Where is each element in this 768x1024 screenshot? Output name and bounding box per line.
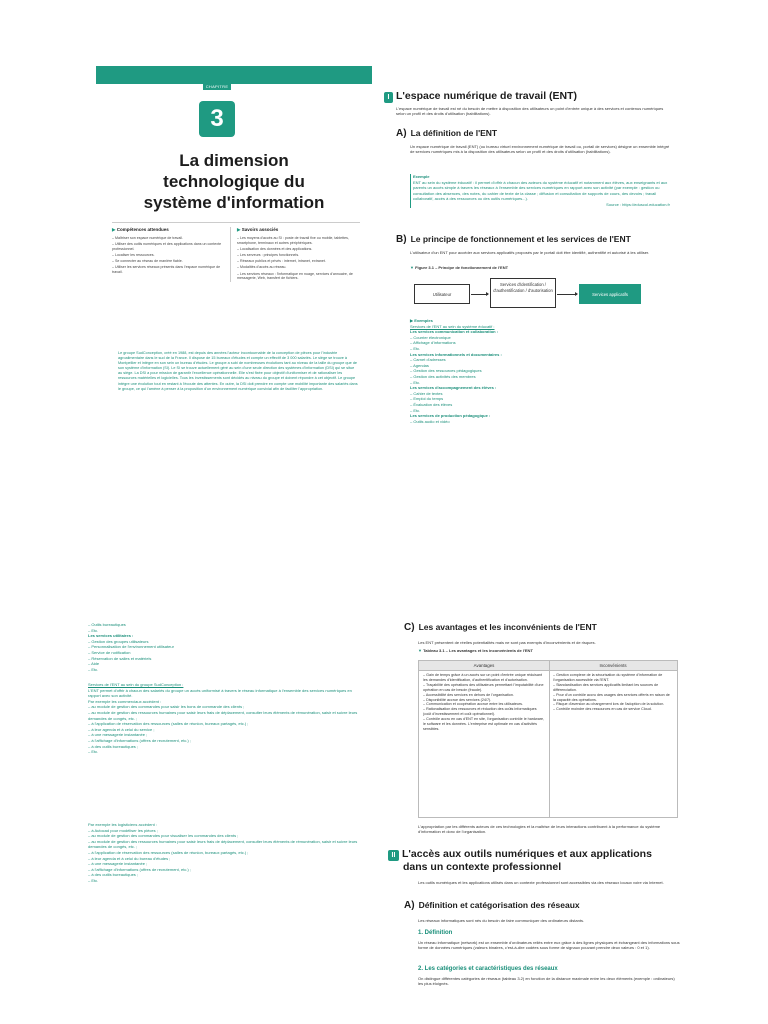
chapter-title-line: système d'information (143, 193, 325, 212)
examples-line: Les services informationnels et documentaires : (410, 351, 502, 357)
list-line: – au module de gestion des ressources humaines pour saisir leurs frais de déplacement, consulter leurs éléments de rémunération, saisir et suivre leurs demandes de congés, etc. ; (88, 709, 358, 721)
list-item: – Se connecter au réseau de manière fiable. (112, 259, 183, 264)
section-intro: L'espace numérique de travail est né du besoin de mettre à disposition des utilisateurs un point d'entrée unique à des services et contenus numériques selon un profil et des droits d'utilisation (habilitations). (396, 106, 664, 117)
triangle-icon: ▶ (112, 227, 117, 232)
list-line: – à une messagerie instantanée ; (88, 861, 148, 867)
list-line: – Etc. (88, 877, 99, 883)
examples-line: – Carnet d'adresses (410, 357, 446, 363)
table-caption: ▼ Tableau 3.1 – Les avantages et les inconvénients de l'ENT (418, 648, 533, 653)
advantages-table (418, 660, 678, 818)
chapter-color-band (96, 66, 372, 84)
section-1-heading (384, 90, 674, 103)
list-line: Par exemple les commerciaux accèdent : (88, 698, 162, 704)
arrow-right-icon (557, 294, 577, 295)
chapter-number: 3 (199, 101, 235, 137)
subsection-c-heading: C) Les avantages et les inconvénients de l'ENT (404, 622, 597, 633)
list-item: – Réseaux publics et privés : internet, intranet, extranet. (237, 259, 326, 264)
table-header-advantages: Avantages (419, 661, 549, 671)
list-item: – Utiliser des outils numériques et des applications dans un contexte professionnel. (112, 242, 222, 251)
list-line: – à des outils bureautiques ; (88, 743, 139, 749)
section-2-heading (388, 848, 680, 873)
savoirs-heading: ▶ Savoirs associés (237, 227, 279, 232)
list-line: – à des outils bureautiques ; (88, 872, 139, 878)
table-cell: – Pour d'un contrôle accru des usages des services offerts en raison de la capacité des opérations. (553, 692, 670, 702)
examples-block (410, 318, 670, 424)
table-cell: – Disponibilité accrue des services (24/7). (423, 697, 492, 702)
list-line: – à l'application de réservation des ressources (salles de réunion, bureaux partagés, etc.) ; (88, 849, 249, 855)
section-number: I (384, 92, 393, 103)
ent-principle-figure (414, 278, 670, 310)
subsection-b-heading: B) Le principe de fonctionnement et les services de l'ENT (396, 234, 631, 245)
subsection-c-conclusion: L'appropriation par les différents acteurs de ces technologies et la maîtrise de leurs interactions contribuent à la performance du système d'information et donc de l'organisation. (418, 824, 661, 835)
list-line: – Aide (88, 661, 100, 667)
table-cell: – Standardisation des services applicatifs limitant les sources de différenciation. (553, 682, 659, 692)
examples-line: – Courrier électronique (410, 334, 451, 340)
examples-line: – Agendas (410, 362, 429, 368)
example-box (410, 174, 670, 208)
list-item: – Les moyens d'accès au SI : poste de travail fixe ou mobile, tablettes, smartphone, terminaux et autres périphériques. (237, 236, 349, 245)
examples-line: – Cahier de textes (410, 390, 443, 396)
list-line: – à l'affichage d'informations (offres de recrutement, etc.) ; (88, 737, 191, 743)
subsection-a-text: Un espace numérique de travail (ENT) (ou bureau virtuel environnement numérique de travail ou, portail de services) désigne un ensemble intégré de services numériques mis à la disposition des utilisateurs selon un profil et des droits d'utilisation (habilitations). (410, 144, 670, 155)
list-line: – Service de notification (88, 649, 131, 655)
example-label: Exemple (413, 174, 430, 179)
example-source: Source : https://eduscol.education.fr (606, 201, 670, 207)
examples-line: Services de l'ENT au sein du système éducatif : (410, 323, 495, 329)
examples-line: – Gestion des activités des membres (410, 373, 476, 379)
list-item: – Localisation des données et des applications. (237, 246, 313, 251)
sudconception-logisticiens-block (88, 822, 358, 884)
list-line: – au module de gestion des commandes pour saisir les bons de commande des clients ; (88, 704, 245, 710)
triangle-icon: ▼ (410, 265, 416, 270)
list-item: – Localiser les ressources. (112, 252, 155, 257)
list-item: – Les services réseaux : l'informatique en nuage, services d'annuaire, de messagerie, Web, transfert de fichiers. (237, 271, 353, 281)
competences-box (112, 227, 224, 276)
list-line: Par exemple les logisticiens accèdent : (88, 822, 157, 827)
table-header-disadvantages: Inconvénients (549, 661, 677, 671)
table-cell: – Risque d'aversion au changement lors de l'adoption de la solution. (553, 702, 665, 707)
definition-text: Un réseau informatique (network) est un ensemble d'ordinateurs reliés entre eux grâce à des lignes physiques et échangeant des informations sous forme de données numériques (valeurs binaires, c'est-à-dire codées sous forme de signaux pouvant prendre deux valeurs : 0 et 1). (418, 940, 680, 951)
examples-line: – Emploi du temps (410, 396, 444, 402)
chapter-title-line: La dimension (179, 151, 289, 170)
table-cell: – Accessibilité des services en dehors de l'organisation. (423, 692, 514, 697)
chapter-title-line: technologique du (163, 172, 305, 191)
examples-line: – Etc. (410, 407, 421, 413)
list-item: – Les serveurs : principes fonctionnels. (237, 252, 300, 257)
competences-list (112, 236, 224, 275)
examples-line: Les services communication et collaboration : (410, 329, 499, 335)
ent-advantages-page (384, 618, 680, 1018)
examples-line: – Etc. (410, 345, 421, 351)
objectives-panel (112, 222, 360, 334)
table-cell: – Rationalisation des ressources et réduction des coûts informatiques (coût d'investissement et coût opérationnel). (423, 707, 537, 717)
triangle-icon: ▶ (237, 227, 242, 232)
list-line: – Etc. (88, 666, 99, 672)
list-item: – Modalités d'accès au réseau. (237, 265, 287, 270)
list-line: Services de l'ENT au sein du groupe SudConception : (88, 682, 184, 687)
examples-line: – Gestion des ressources pédagogiques (410, 368, 482, 374)
examples-label: ▶ Exemples (410, 318, 433, 323)
heading-categories: 2. Les catégories et caractéristiques des réseaux (418, 966, 558, 972)
list-line: – au module de gestion des ressources humaines pour saisir leurs frais de déplacement, consulter leurs éléments de rémunération, saisir et suivre leurs demandes de congés, etc. ; (88, 838, 358, 850)
list-line: – Gestion des groupes utilisateurs (88, 638, 149, 644)
section-number: II (388, 850, 399, 861)
table-cell: – Traçabilité des opérations des utilisateurs permettant l'imputabilité d'une opération en cas de besoin (fraude). (423, 682, 544, 692)
triangle-icon: ▶ (410, 318, 415, 323)
utility-services-list (88, 622, 358, 672)
examples-line: – Évaluation des élèves (410, 401, 453, 407)
list-line: – au module de gestion des commandes pour visualiser les commandes des clients ; (88, 833, 239, 839)
table-cell: – Gestion complexe de la sécurisation du système d'information de l'organisation accessible via l'ENT. (553, 673, 663, 682)
subsection-b-text: L'utilisateur d'un ENT pour accéder aux services applicatifs proposés par le portail doit être identifié, authentifié et autorisé à les utiliser. (410, 250, 650, 255)
list-line: – à une messagerie instantanée ; (88, 732, 148, 738)
ent-examples-continued-page (88, 622, 358, 922)
chapter-intro: Le groupe SudConception, créé en 1988, est depuis des années l'acteur incontournable de la conception de pièces pour l'industrie agroalimentaire dans le sud de la France. Il dispose de 15 bureaux d'études et compte un effectif de 3 000 salariés. Le siège se trouve à Montpellier et intègre en son sein un bureau d'études. Le groupe a subi de nombreuses évolutions tant au niveau de la taille du groupe que de son système d'information (SI). Le SI se trouve actuellement géré au sein d'une seule direction des systèmes d'information (DSI) qui se situe au siège. La DSI a pour mission de garantir l'excellence opérationnelle. Elle s'est fixée pour objectif d'uniformiser et de rationaliser les ressources matérielles et logicielles. Tous les investissements sont décidés au niveau du groupe et doivent répondre à cet objectif. Le groupe intègre une évolution tout en restant à l'écoute des attentes. En outre, la DSI doit prendre en compte une mobilité importante des salariés dans le groupe, ce qui l'amène à penser à la proposition d'un environnement numérique convivial afin de faciliter l'appropriation. (118, 351, 358, 391)
arrow-right-icon (471, 294, 488, 295)
section-title-line: L'accès aux outils numériques et aux applications (402, 848, 652, 860)
figure-caption: ▼ Figure 3.1 – Principe de fonctionnement de l'ENT (410, 265, 509, 270)
advantages-column (423, 673, 545, 732)
savoirs-box (230, 227, 356, 282)
chapter-tag: CHAPITRE (203, 84, 231, 90)
section-title-line: dans un contexte professionnel (403, 861, 562, 874)
ent-definition-page (384, 90, 674, 470)
list-line: – Réservation de salles et matériels (88, 655, 152, 661)
table-cell: – Gain de temps grâce à un accès sur un point d'entrée unique réduisant les demandes d'identification, d'authentification et d'autorisation. (423, 673, 542, 682)
section-2-text: Les outils numériques et les applications utilisés dans un contexte professionnel sont accessibles via des réseaux locaux voire via Internet. (418, 880, 664, 885)
examples-line: – Outils audio et vidéo (410, 418, 450, 424)
disadvantages-column (553, 673, 673, 712)
example-text: ENT au sein du système éducatif : il permet d'offrir à chacun des acteurs du système éducatif et notamment aux élèves, aux enseignants et aux parents un accès simple à travers les réseaux à l'ensemble des services numériques en rapport avec son activité (par exemple : gestion ou consultation des absences, des notes, du cahier de texte de la classe ; diffusion et consultation de supports de cours, des devoirs ; travail collaboratif, accès à des ressources ou des outils numériques...). (413, 179, 668, 202)
chapter-title (126, 150, 342, 213)
examples-line: – Etc. (410, 379, 421, 385)
section-title: L'espace numérique de travail (ENT) (396, 90, 578, 102)
list-line: – à l'affichage d'informations (offres de recrutement, etc.) ; (88, 866, 191, 872)
subsection-c-text: Les ENT présentent de réelles potentialités mais ne sont pas exempts d'inconvénients et de risques. (418, 640, 596, 645)
examples-line: – Affichage d'informations (410, 340, 456, 346)
table-divider (549, 661, 550, 817)
examples-line: Les services de production pédagogique : (410, 413, 491, 419)
subsection-a2-heading: A) Définition et catégorisation des réseaux (404, 900, 580, 911)
list-line: – à Autocad pour modéliser les pièces ; (88, 827, 158, 833)
list-line: – Personnalisation de l'environnement utilisateur (88, 644, 174, 650)
list-item: – Utiliser les services réseaux présents dans l'espace numérique de travail. (112, 265, 221, 274)
list-line: – à l'application de réservation des ressources (salles de réunion, bureaux partagés, etc.) ; (88, 721, 249, 727)
subsection-a2-text: Les réseaux informatiques sont nés du besoin de faire communiquer des ordinateurs distants. (418, 918, 585, 923)
list-line: – Outils bureautiques (88, 622, 126, 627)
savoirs-list (237, 236, 356, 281)
figure-box-services: Services applicatifs (579, 284, 641, 304)
figure-box-identification: Services d'identification / d'authentification / d'autorisation (490, 278, 556, 308)
sudconception-commerciaux-block (88, 682, 358, 755)
list-line: – Etc. (88, 627, 99, 633)
table-cell: – Contrôle moindre des ressources en cas de service Cloud. (553, 707, 652, 712)
list-item: – Maîtriser son espace numérique de travail. (112, 236, 183, 240)
heading-definition: 1. Définition (418, 930, 453, 936)
list-line: L'ENT permet d'offrir à chacun des salariés du groupe un accès uniformisé à travers le réseau informatique à l'ensemble des services numériques en rapport avec son activité. (88, 687, 352, 699)
triangle-icon: ▼ (418, 648, 424, 653)
table-cell: – Communication et coopération accrue entre les utilisateurs. (423, 702, 524, 707)
list-line: – à leur agenda et à celui du service ; (88, 726, 155, 732)
competences-heading: ▶ Compétences attendues (112, 227, 169, 232)
subsection-a-heading: A) La définition de l'ENT (396, 128, 498, 139)
chapter-opening-page (96, 66, 372, 456)
list-line: – Etc. (88, 749, 99, 755)
table-cell: – Contrôle accru en cas d'ENT en site, l'organisation contrôle le hardware, le software et les données. L'entreprise est optimale en cas d'activités sensibles. (423, 717, 545, 731)
list-line: – à leur agenda et à celui du bureau d'études ; (88, 855, 171, 861)
examples-line: Les services d'accompagnement des élèves : (410, 385, 497, 391)
categories-text: On distingue différentes catégories de réseaux (tableau 3.2) en fonction de la distance maximale entre les deux éléments (exemple : ordinateurs) les plus éloignés. (418, 976, 675, 987)
list-line: Les services utilitaires : (88, 633, 134, 639)
figure-box-user: Utilisateur (414, 284, 470, 304)
